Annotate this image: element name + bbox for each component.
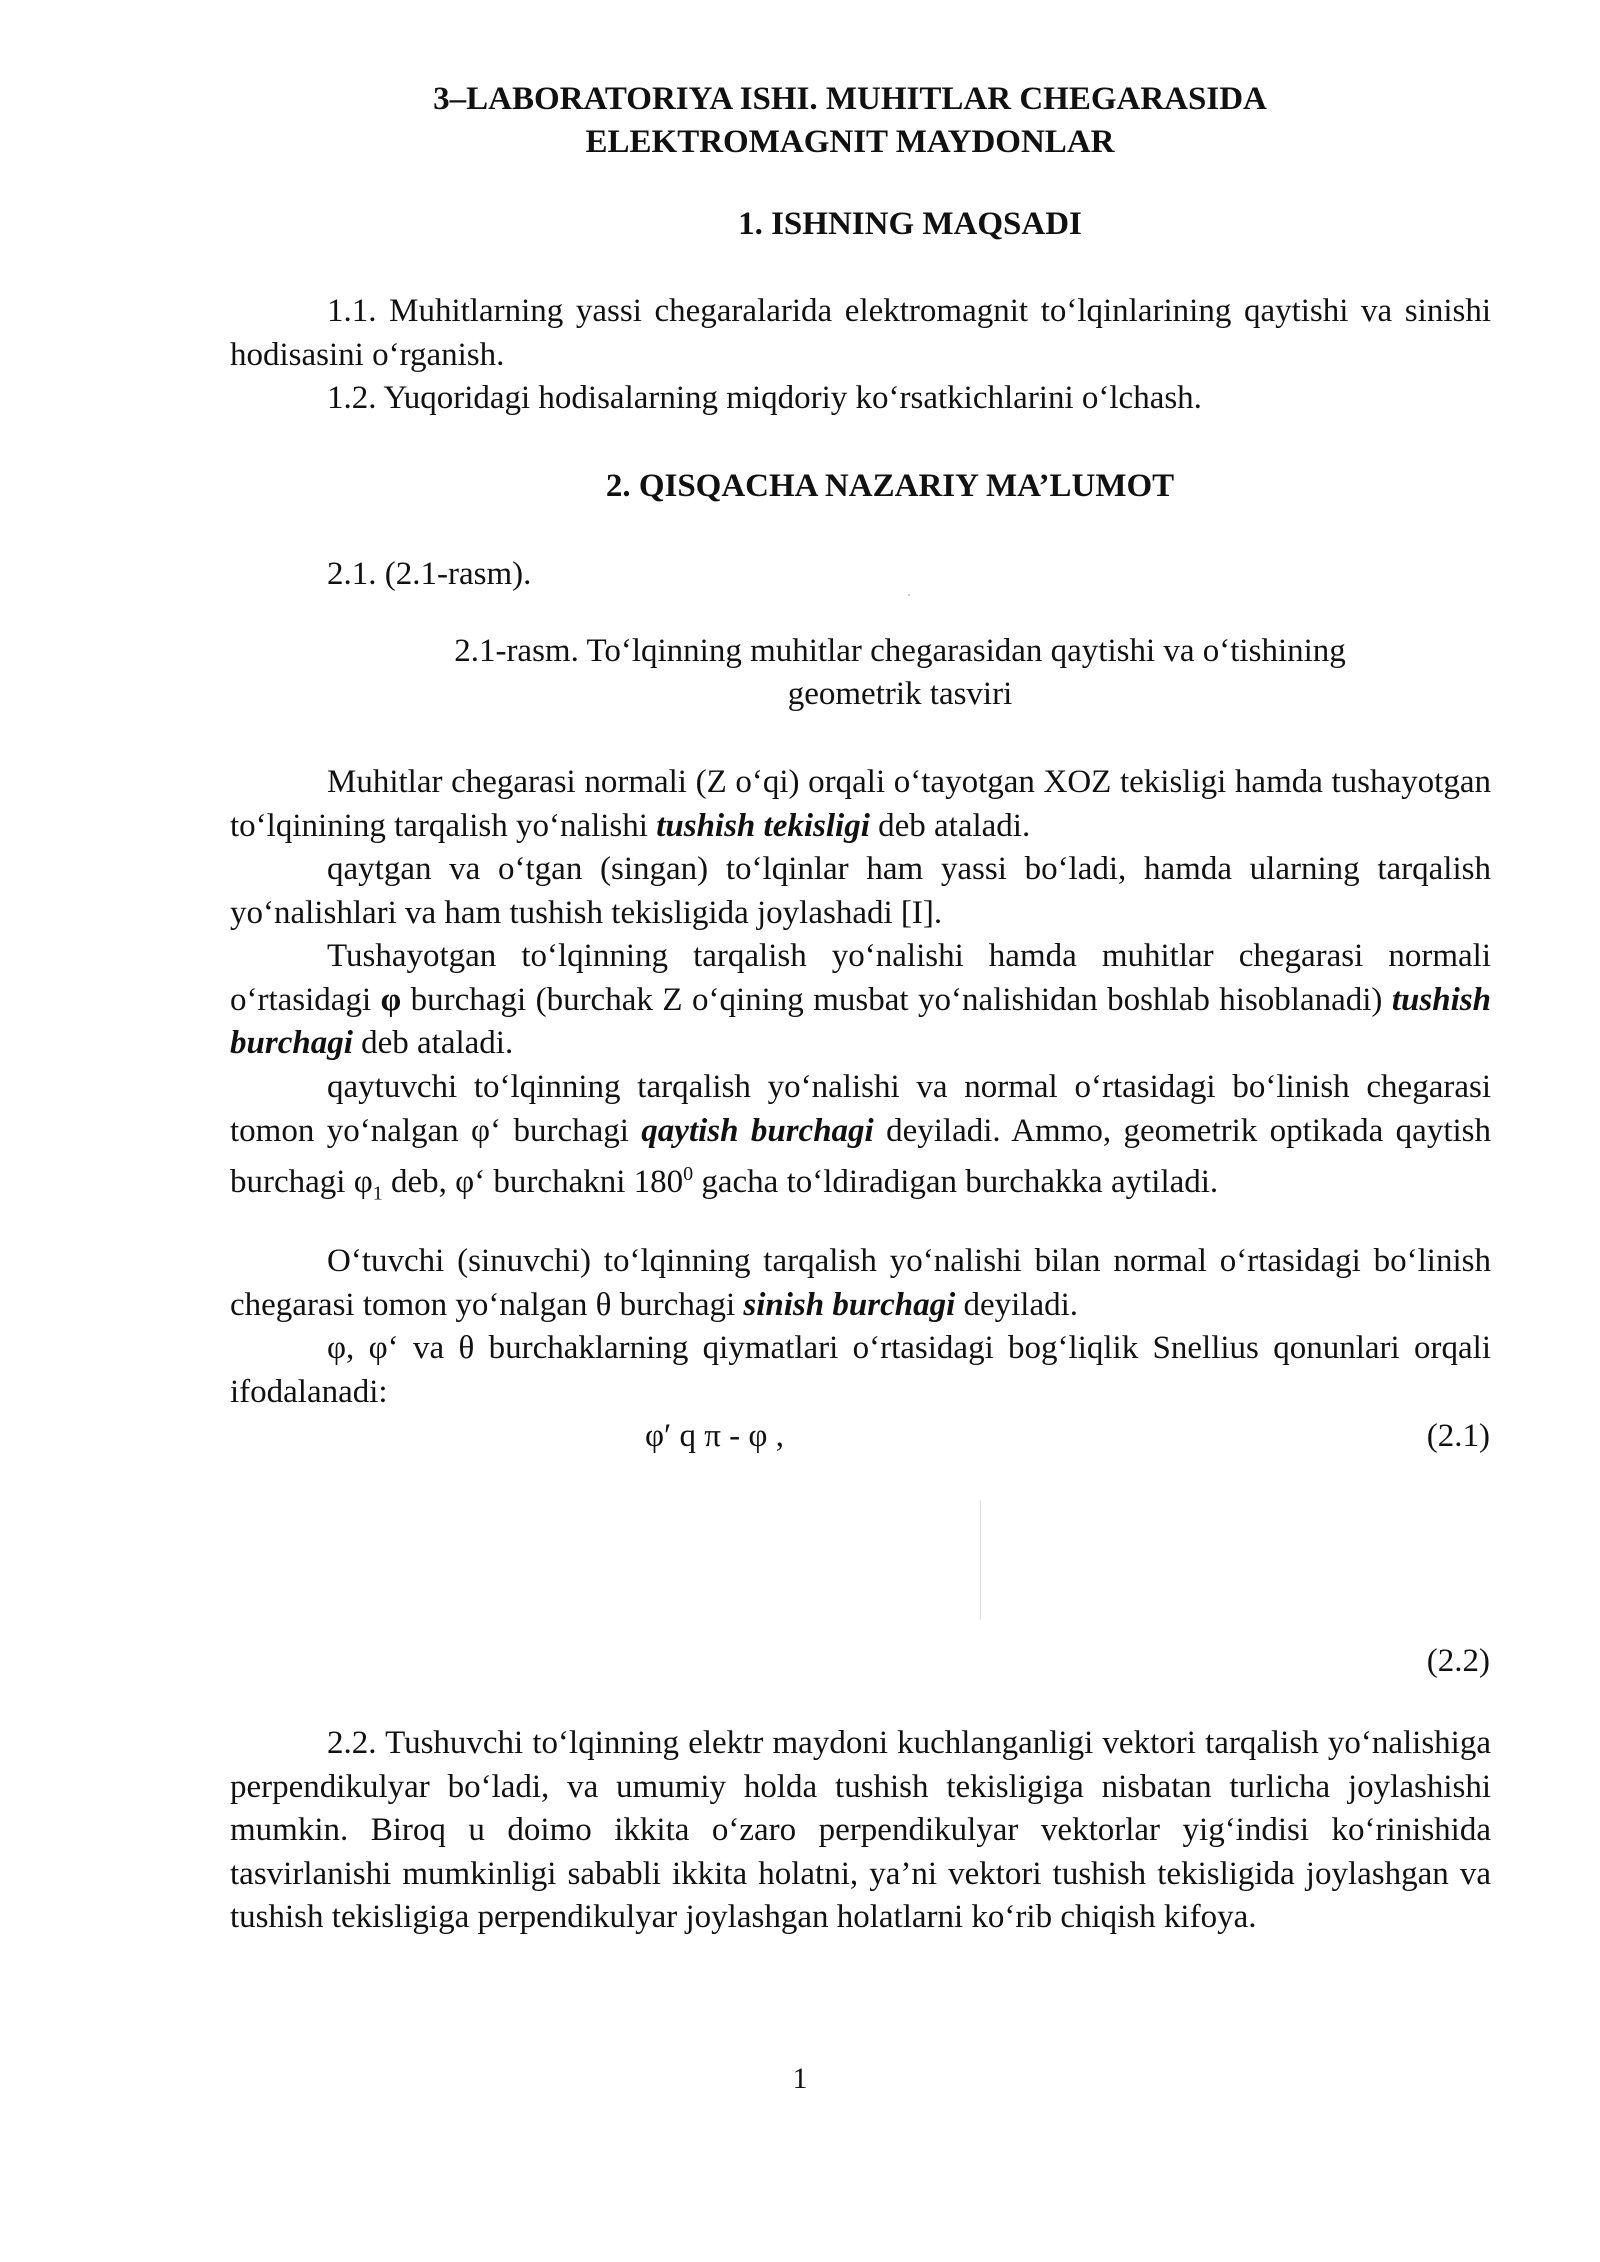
- paragraph-text: Muhitlar chegarasi normali (Z o‘qi) orqali o‘tayotgan XOZ tekisligi hamda tushayotgan to‘lqinining tarqalish yo‘nalishi: [230, 764, 1491, 844]
- term-refraction-angle: sinish burchagi: [743, 1286, 956, 1323]
- equation-2-2-number: (2.2): [1426, 1643, 1490, 1679]
- phi-symbol: φ: [380, 981, 402, 1018]
- paragraph-incidence-angle: [230, 935, 1491, 1066]
- paragraph-text: deb, φ‘ burchakni 180: [382, 1164, 684, 1200]
- term-incidence-plane: tushish tekisligi: [656, 807, 870, 844]
- equation-2-2-placeholder-mark: [980, 1500, 981, 1620]
- paragraph-text: qaytuvchi to‘lqinning tarqalish yo‘nalishi va normal o‘rtasidagi bo‘linish chegarasi tomon yo‘nalgan φ‘ burchagi: [230, 1069, 1491, 1149]
- paragraph-text: O‘tuvchi (sinuvchi) to‘lqinning tarqalish yo‘nalishi bilan normal o‘rtasidagi bo‘linish chegarasi tomon yo‘nalgan θ burchagi: [230, 1243, 1491, 1323]
- paragraph-reflected-refracted: qaytgan va o‘tgan (singan) to‘lqinlar ham yassi bo‘ladi, hamda ularning tarqalish yo‘nalishlari va ham tushish tekisligida joylashadi [I].: [230, 851, 1491, 931]
- paragraph-text: Tushayotgan to‘lqinning tarqalish yo‘nalishi hamda muhitlar chegarasi normali o‘rtasidagi: [230, 938, 1491, 1018]
- paragraph-text: burchagi (burchak Z o‘qining musbat yo‘nalishidan boshlab hisoblanadi): [401, 981, 1392, 1018]
- subscript: 1: [372, 1182, 383, 1205]
- figure-placeholder-mark: [908, 594, 910, 596]
- paragraph-incidence-plane: [230, 761, 1491, 848]
- section1-item1: 1.1. Muhitlarning yassi chegaralarida elektromagnit to‘lqinlarining qaytishi va sinishi hodisasini o‘rganish.: [230, 293, 1491, 373]
- section2-heading: 2. QISQACHA NAZARIY MA’LUMOT: [605, 468, 1175, 504]
- document-title-line1: 3–LABORATORIYA ISHI. MUHITLAR CHEGARASIDA: [433, 81, 1267, 117]
- paragraph-text: deb ataladi.: [352, 1025, 514, 1061]
- paragraph-field-vector: 2.2. Tushuvchi to‘lqinning elektr maydoni kuchlanganligi vektori tarqalish yo‘nalishiga perpendikulyar bo‘ladi, va umumiy holda tushish tekisligiga nisbatan turlicha joylashishi mumkin. Biroq u doimo ikkita o‘zaro perpendikulyar vektorlar yig‘indisi ko‘rinishida tasvirlanishi mumkinligi sababli ikkita holatni, ya’ni vektori tushish tekisligida joylashgan va tushish tekisligiga perpendikulyar joylashgan holatlarni ko‘rib chiqish kifoya.: [230, 1725, 1491, 1935]
- paragraph-reflection-angle: [230, 1066, 1491, 1216]
- document-title-line2: ELEKTROMAGNIT MAYDONLAR: [585, 124, 1115, 160]
- equation-2-1: φ′ q π - φ ,: [645, 1418, 784, 1454]
- term-reflection-angle: qaytish burchagi: [641, 1112, 874, 1149]
- paragraph-text: deb ataladi.: [869, 807, 1031, 844]
- superscript: 0: [683, 1163, 694, 1185]
- paragraph-snell-laws: φ, φ‘ va θ burchaklarning qiymatlari o‘rtasidagi bog‘liqlik Snellius qonunlari orqali ifodalanadi:: [230, 1330, 1491, 1410]
- page-number: 1: [792, 2062, 808, 2095]
- term-incidence-angle: tushish burchagi: [230, 981, 1491, 1061]
- equation-2-1-number: (2.1): [1426, 1418, 1490, 1454]
- figure-caption-line2: geometrik tasviri: [787, 676, 1013, 712]
- section2-item1: 2.1. (2.1-rasm).: [327, 556, 532, 592]
- paragraph-refraction-angle: [230, 1240, 1491, 1327]
- paragraph-text: deyiladi.: [955, 1286, 1079, 1323]
- paragraph-text: deyiladi. Ammo, geometrik optikada qaytish burchagi φ: [230, 1112, 1491, 1200]
- paragraph-text: gacha to‘ldiradigan burchakka aytiladi.: [693, 1164, 1219, 1200]
- figure-caption-line1: 2.1-rasm. To‘lqinning muhitlar chegarasidan qaytishi va o‘tishining: [454, 633, 1346, 669]
- section1-item2: 1.2. Yuqoridagi hodisalarning miqdoriy ko‘rsatkichlarini o‘lchash.: [327, 380, 1202, 416]
- section1-heading: 1. ISHNING MAQSADI: [738, 206, 1082, 242]
